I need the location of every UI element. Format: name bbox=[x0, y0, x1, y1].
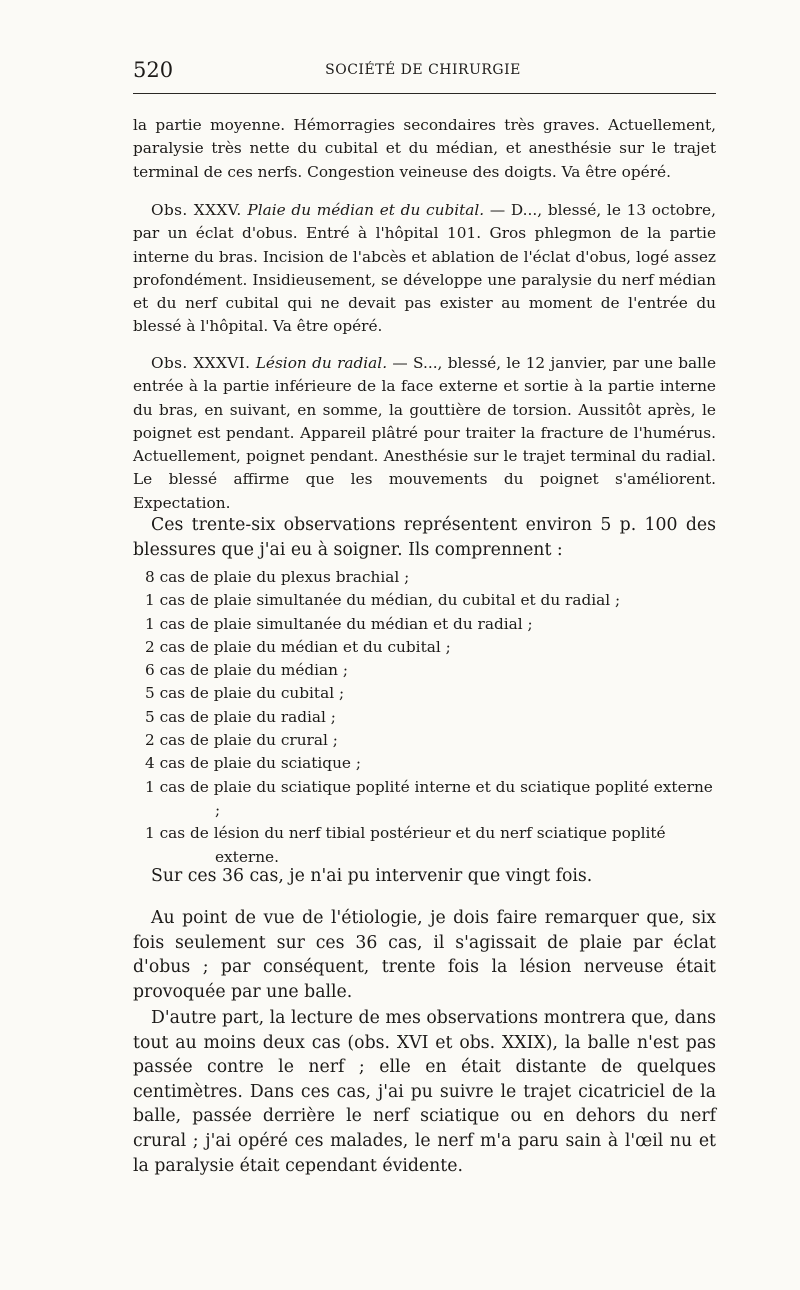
observation-35 bbox=[133, 199, 716, 339]
case-item: 1 cas de lésion du nerf tibial postérieur et du nerf sciatique poplité externe. bbox=[145, 824, 666, 866]
case-item: 6 cas de plaie du médian ; bbox=[145, 661, 349, 680]
etiology-paragraph bbox=[133, 906, 716, 1004]
page-number: 520 bbox=[133, 58, 174, 82]
summary-paragraph bbox=[133, 513, 716, 562]
case-item: 4 cas de plaie du sciatique ; bbox=[145, 754, 362, 773]
observation-title: Lésion du radial. bbox=[255, 354, 388, 372]
case-list bbox=[133, 566, 716, 869]
final-text: D'autre part, la lecture de mes observations montrera que, dans tout au moins deux cas (obs. XVI et obs. XXIX), la balle n'est pas passée contre le nerf ; elle en était distante de quelques centimètres. Dans ces cas, j'ai pu suivre le trajet cicatriciel de la balle, passée derrière le nerf sciatique ou en dehors du nerf crural ; j'ai opéré ces malades, le nerf m'a paru sain à l'œil nu et la paralysie était cependant évidente. bbox=[133, 1008, 716, 1176]
observation-text: — S..., blessé, le 12 janvier, par une balle entrée à la partie inférieure de la face externe et sortie à la partie interne du bras, en suivant, en somme, la gouttière de torsion. Aussitôt après, le poignet est pendant. Appareil plâtré pour traiter la fracture de l'humérus. Actuellement, poignet pendant. Anesthésie sur le trajet terminal du radial. Le blessé affirme que les mouvements du poignet s'améliorent. Expectation. bbox=[133, 354, 717, 512]
header-rule bbox=[133, 93, 716, 94]
intervention-text: Sur ces 36 cas, je n'ai pu intervenir que vingt fois. bbox=[151, 866, 593, 886]
case-item: 2 cas de plaie du crural ; bbox=[145, 731, 338, 750]
case-item: 5 cas de plaie du radial ; bbox=[145, 707, 336, 726]
observation-paragraph bbox=[133, 352, 716, 515]
case-item: 1 cas de plaie simultanée du médian, du cubital et du radial ; bbox=[145, 591, 621, 610]
summary-text: Ces trente-six observations représentent environ 5 p. 100 des blessures que j'ai eu à soigner. Ils comprennent : bbox=[133, 515, 716, 560]
observation-36 bbox=[133, 352, 716, 515]
final-paragraph bbox=[133, 1006, 716, 1178]
paragraph-text: la partie moyenne. Hémorragies secondaires très graves. Actuellement, paralysie très nette du cubital et du médian, et anesthésie sur le trajet terminal de ces nerfs. Congestion veineuse des doigts. Va être opéré. bbox=[133, 116, 716, 181]
observation-label: Obs. XXXV. bbox=[151, 201, 242, 219]
case-item: 1 cas de plaie du sciatique poplité interne et du sciatique poplité externe ; bbox=[145, 777, 713, 819]
case-item: 2 cas de plaie du médian et du cubital ; bbox=[145, 637, 451, 656]
paragraph-continuation bbox=[133, 114, 716, 184]
case-item: 5 cas de plaie du cubital ; bbox=[145, 684, 345, 703]
observation-title: Plaie du médian et du cubital. bbox=[247, 201, 485, 219]
page-header bbox=[133, 58, 713, 88]
case-item: 8 cas de plaie du plexus brachial ; bbox=[145, 568, 410, 586]
observation-paragraph bbox=[133, 199, 716, 339]
etiology-text: Au point de vue de l'étiologie, je dois faire remarquer que, six fois seulement sur ces 36 cas, il s'agissait de plaie par éclat d'obus ; par conséquent, trente fois la lésion nerveuse était provoquée par une balle. bbox=[133, 908, 716, 1002]
observation-text: — D..., blessé, le 13 octobre, par un éclat d'obus. Entré à l'hôpital 101. Gros phlegmon de la partie interne du bras. Incision de l'abcès et ablation de l'éclat d'obus, logé assez profondément. Insidieusement, se développe une paralysie du nerf médian et du nerf cubital qui ne devait pas exister au moment de l'entrée du blessé à l'hôpital. Va être opéré. bbox=[133, 201, 716, 336]
case-item: 1 cas de plaie simultanée du médian et du radial ; bbox=[145, 614, 533, 633]
running-head: SOCIÉTÉ DE CHIRURGIE bbox=[325, 62, 521, 78]
intervention-paragraph bbox=[133, 864, 716, 889]
observation-label: Obs. XXXVI. bbox=[151, 354, 251, 372]
